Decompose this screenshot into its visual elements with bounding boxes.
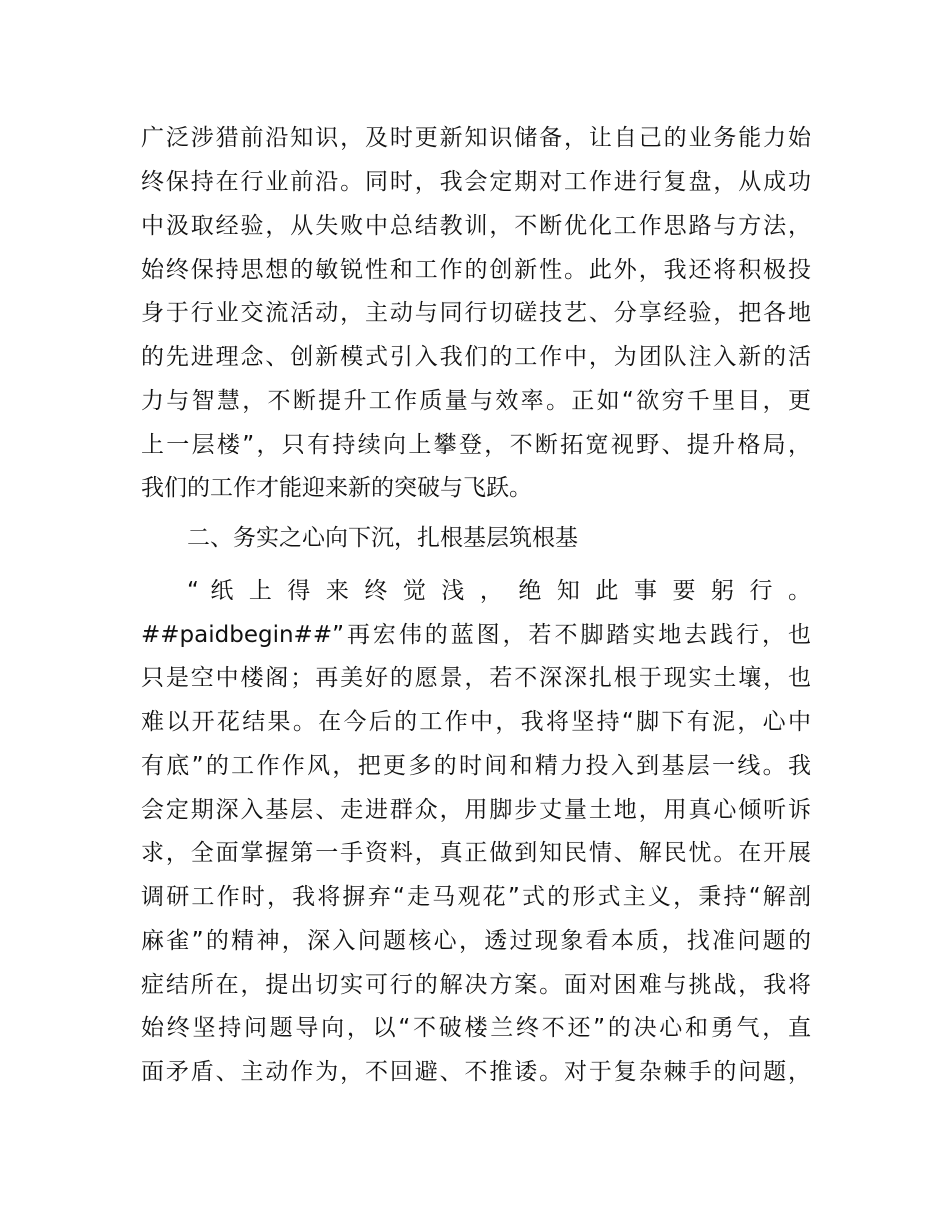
paragraph-line: 上一层楼”，只有持续向上攀登，不断拓宽视野、提升格局， [141, 432, 811, 458]
paragraph-line: 的先进理念、创新模式引入我们的工作中，为团队注入新的活 [141, 344, 811, 370]
paragraph-line: 求，全面掌握第一手资料，真正做到知民情、解民忧。在开展 [141, 840, 811, 866]
paragraph-line: 中汲取经验，从失败中总结教训，不断优化工作思路与方法， [141, 213, 811, 239]
paragraph-line: 会定期深入基层、走进群众，用脚步丈量土地，用真心倾听诉 [141, 797, 811, 823]
section-heading: 二、务实之心向下沉，扎根基层筑根基 [187, 525, 578, 551]
paragraph-line: 症结所在，提出切实可行的解决方案。面对困难与挑战，我将 [141, 972, 811, 998]
paragraph-line: 麻雀”的精神，深入问题核心，透过现象看本质，找准问题的 [141, 928, 811, 954]
paragraph-line: 始终保持思想的敏锐性和工作的创新性。此外，我还将积极投 [141, 257, 811, 283]
paragraph-line: 只是空中楼阁；再美好的愿景，若不深深扎根于现实土壤，也 [141, 665, 811, 691]
paragraph-line: 面矛盾、主动作为，不回避、不推诿。对于复杂棘手的问题， [141, 1059, 811, 1085]
paragraph-line: 广泛涉猎前沿知识，及时更新知识储备，让自己的业务能力始 [141, 125, 811, 151]
paragraph-line: “ 纸 上 得 来 终 觉 浅 ， 绝 知 此 事 要 躬 行 。 [187, 578, 811, 604]
paragraph-line: 难以开花结果。在今后的工作中，我将坚持“脚下有泥，心中 [141, 709, 811, 735]
paragraph-line: 有底”的工作作风，把更多的时间和精力投入到基层一线。我 [141, 753, 811, 779]
paragraph-line: 力与智慧，不断提升工作质量与效率。正如“欲穷千里目，更 [141, 388, 811, 414]
paragraph-line: 我们的工作才能迎来新的突破与飞跃。 [141, 475, 532, 501]
paragraph-line: 终保持在行业前沿。同时，我会定期对工作进行复盘，从成功 [141, 169, 811, 195]
paragraph-line: ##paidbegin##”再宏伟的蓝图，若不脚踏实地去践行，也 [141, 622, 811, 648]
paragraph-line: 身于行业交流活动，主动与同行切磋技艺、分享经验，把各地 [141, 300, 811, 326]
paragraph-line: 调研工作时，我将摒弃“走马观花”式的形式主义，秉持“解剖 [141, 884, 811, 910]
paragraph-line: 始终坚持问题导向，以“不破楼兰终不还”的决心和勇气，直 [141, 1015, 811, 1041]
